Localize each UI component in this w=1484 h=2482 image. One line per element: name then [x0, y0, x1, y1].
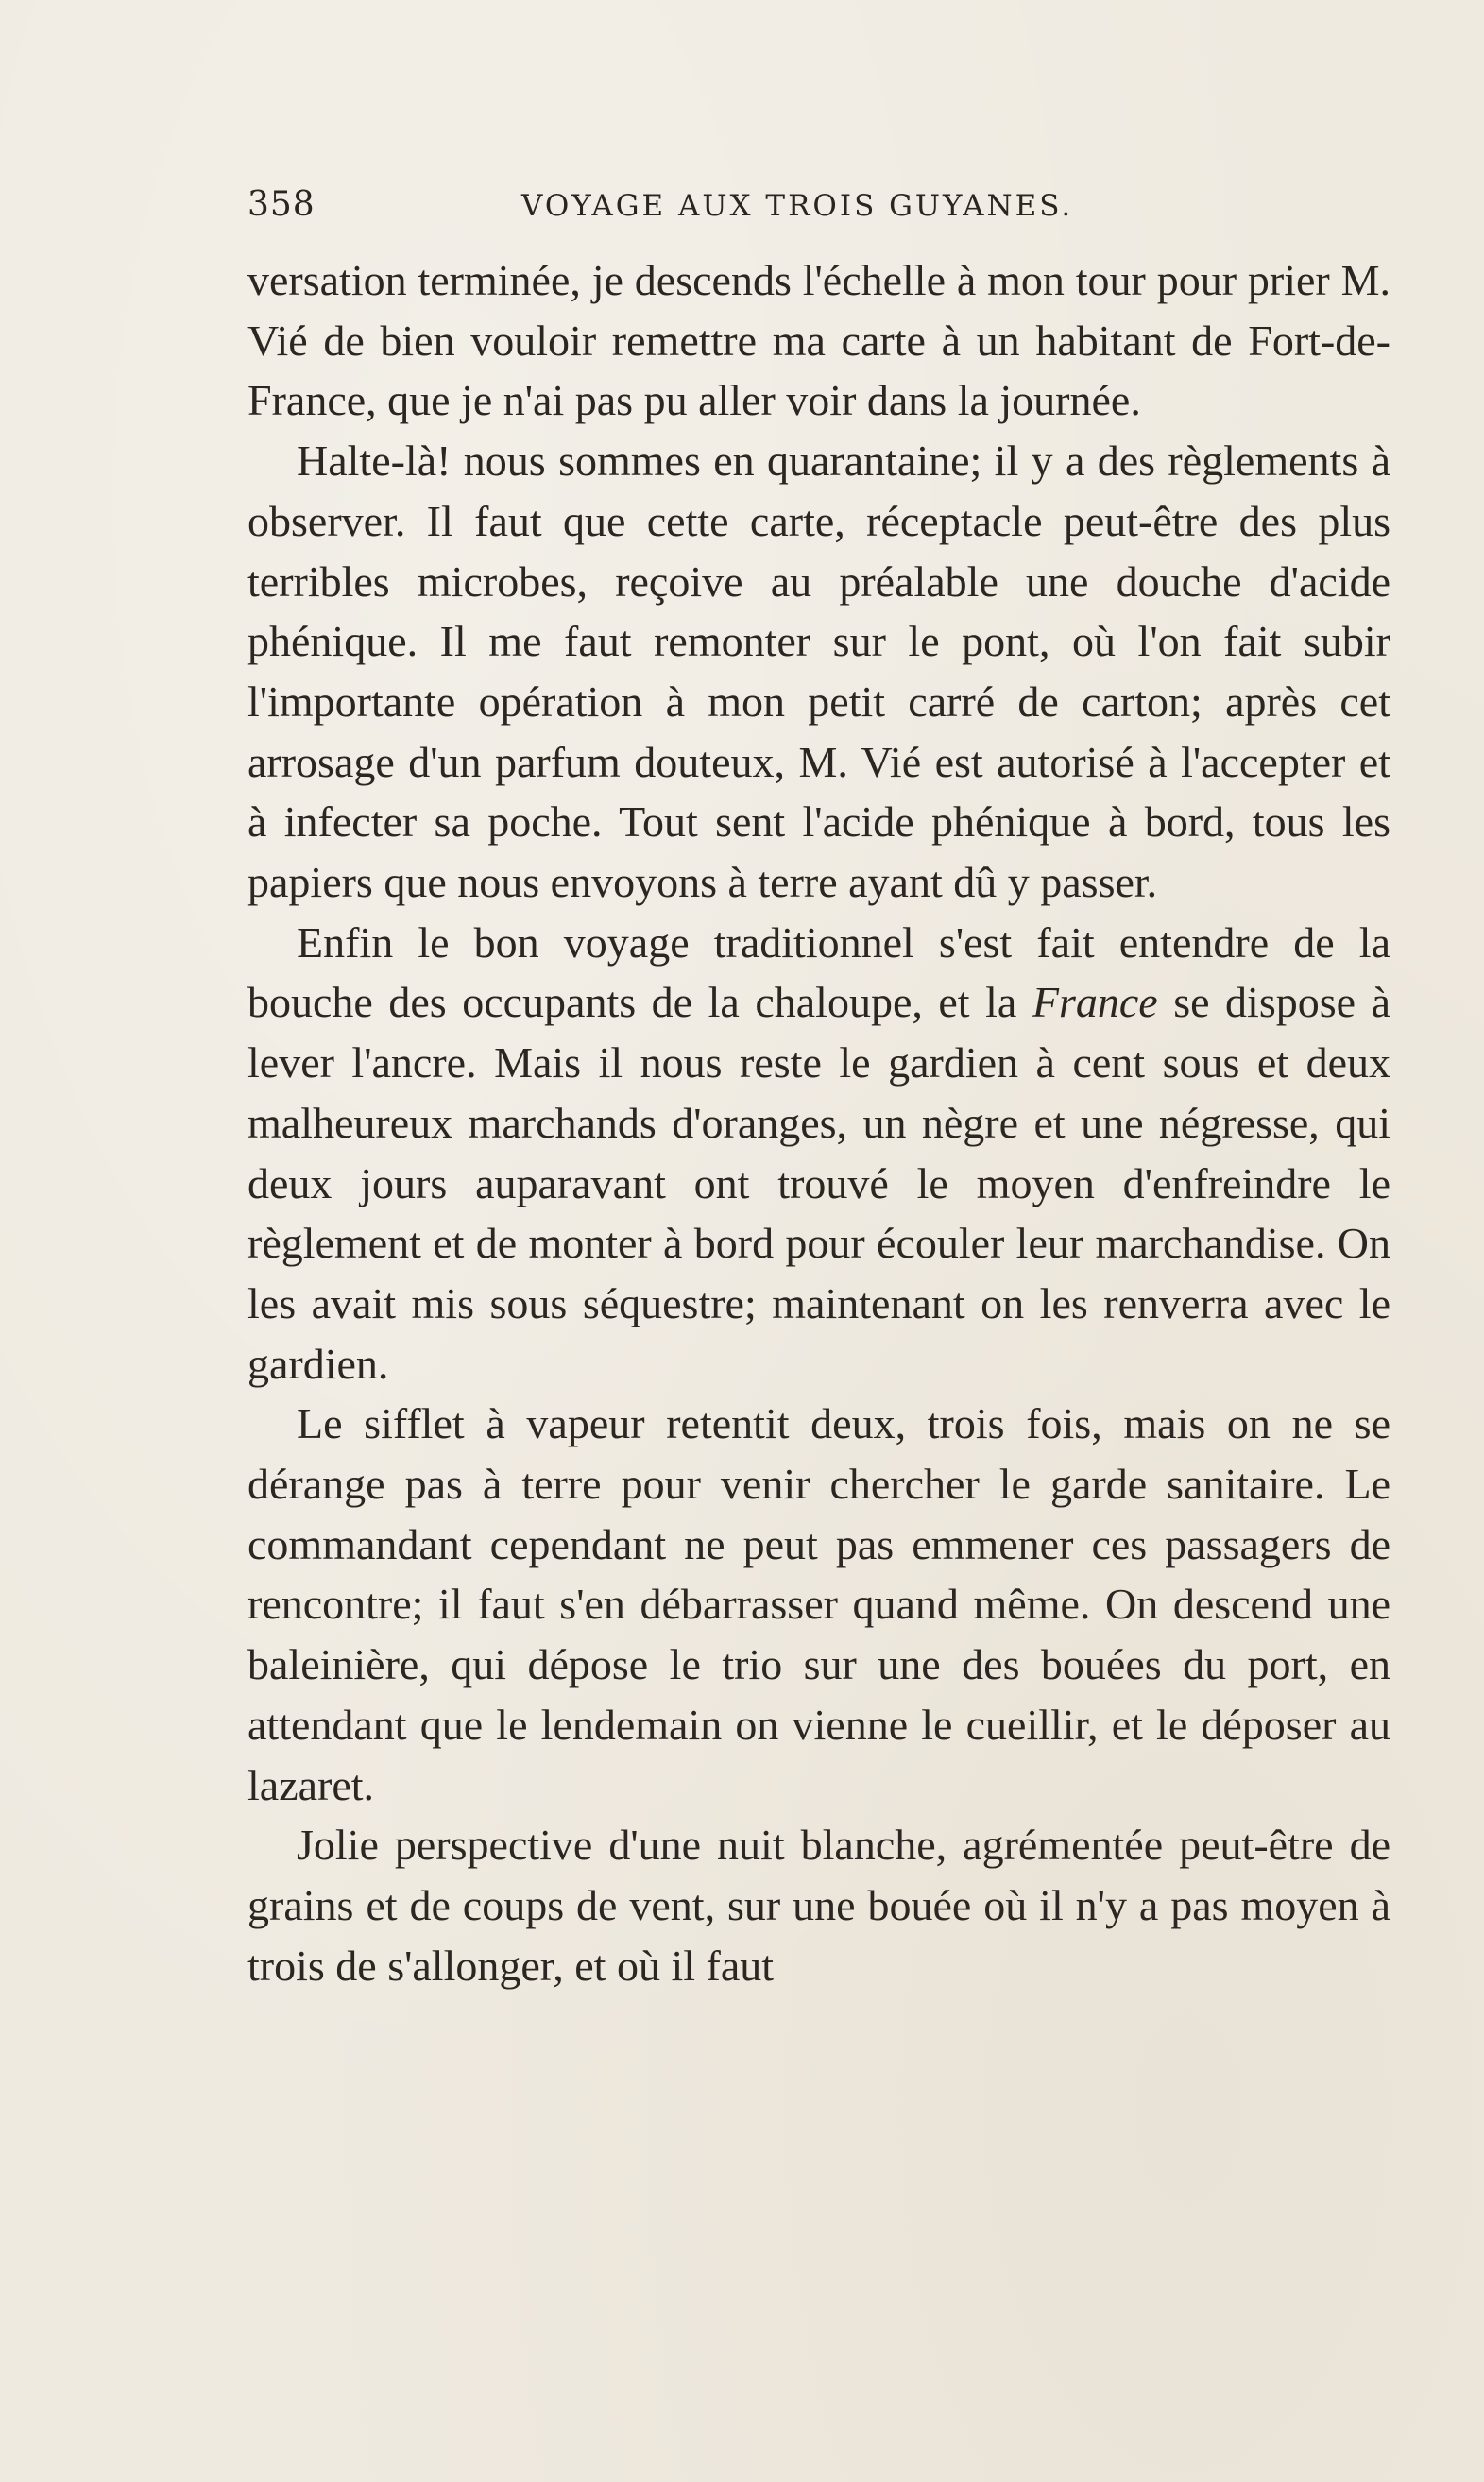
paragraph-whistle: Le sifflet à vapeur retentit deux, trois fois, mais on ne se dérange pas à terre pour venir chercher le garde sanitaire. Le commandant cependant ne peut pas emmener ces passagers de rencontre; il faut s'en débarrasser quand même. On descend une baleinière, qui dépose le trio sur une des bouées du port, en attendant que le lendemain on vienne le cueillir, et le déposer au lazaret.: [247, 1399, 1390, 1809]
ship-name: France: [1032, 978, 1158, 1027]
paragraph-continuation: versation terminée, je descends l'échelle à mon tour pour prier M. Vié de bien vouloir remettre ma carte à un habitant de Fort-de-France, que je n'ai pas pu aller voir dans la journée.: [247, 256, 1390, 425]
body-text: [247, 250, 1390, 1995]
paragraph-departure-end: se dispose à lever l'ancre. Mais il nous reste le gardien à cent sous et deux malheureux marchands d'oranges, un nègre et une négresse, qui deux jours auparavant ont trouvé le moyen d'enfreindre le règlement et de monter à bord pour écouler leur marchandise. On les avait mis sous séquestre; maintenant on les renverra avec le gardien.: [247, 978, 1390, 1388]
paragraph-departure: [247, 913, 1390, 1395]
paragraph-quarantine: Halte-là! nous sommes en quarantaine; il y a des règlements à observer. Il faut que cette carte, réceptacle peut-être des plus terribles microbes, reçoive au préalable une douche d'acide phénique. Il me faut remonter sur le pont, où l'on fait subir l'importante opération à mon petit carré de carton; après cet arrosage d'un parfum douteux, M. Vié est autorisé à l'accepter et à infecter sa poche. Tout sent l'acide phénique à bord, tous les papiers que nous envoyons à terre ayant dû y passer.: [247, 436, 1390, 907]
paragraph-departure-start: Enfin le bon voyage traditionnel s'est fait entendre de la bouche des occupants de la chaloupe, et la: [247, 917, 1390, 1027]
page-number: 358: [247, 185, 316, 224]
book-title: VOYAGE AUX TROIS GUYANES.: [521, 189, 1074, 223]
running-head: [247, 185, 1390, 232]
paragraph-perspective: Jolie perspective d'une nuit blanche, agrémentée peut-être de grains et de coups de vent, sur une bouée où il n'y a pas moyen à trois de s'allonger, et où il faut: [247, 1821, 1390, 1990]
